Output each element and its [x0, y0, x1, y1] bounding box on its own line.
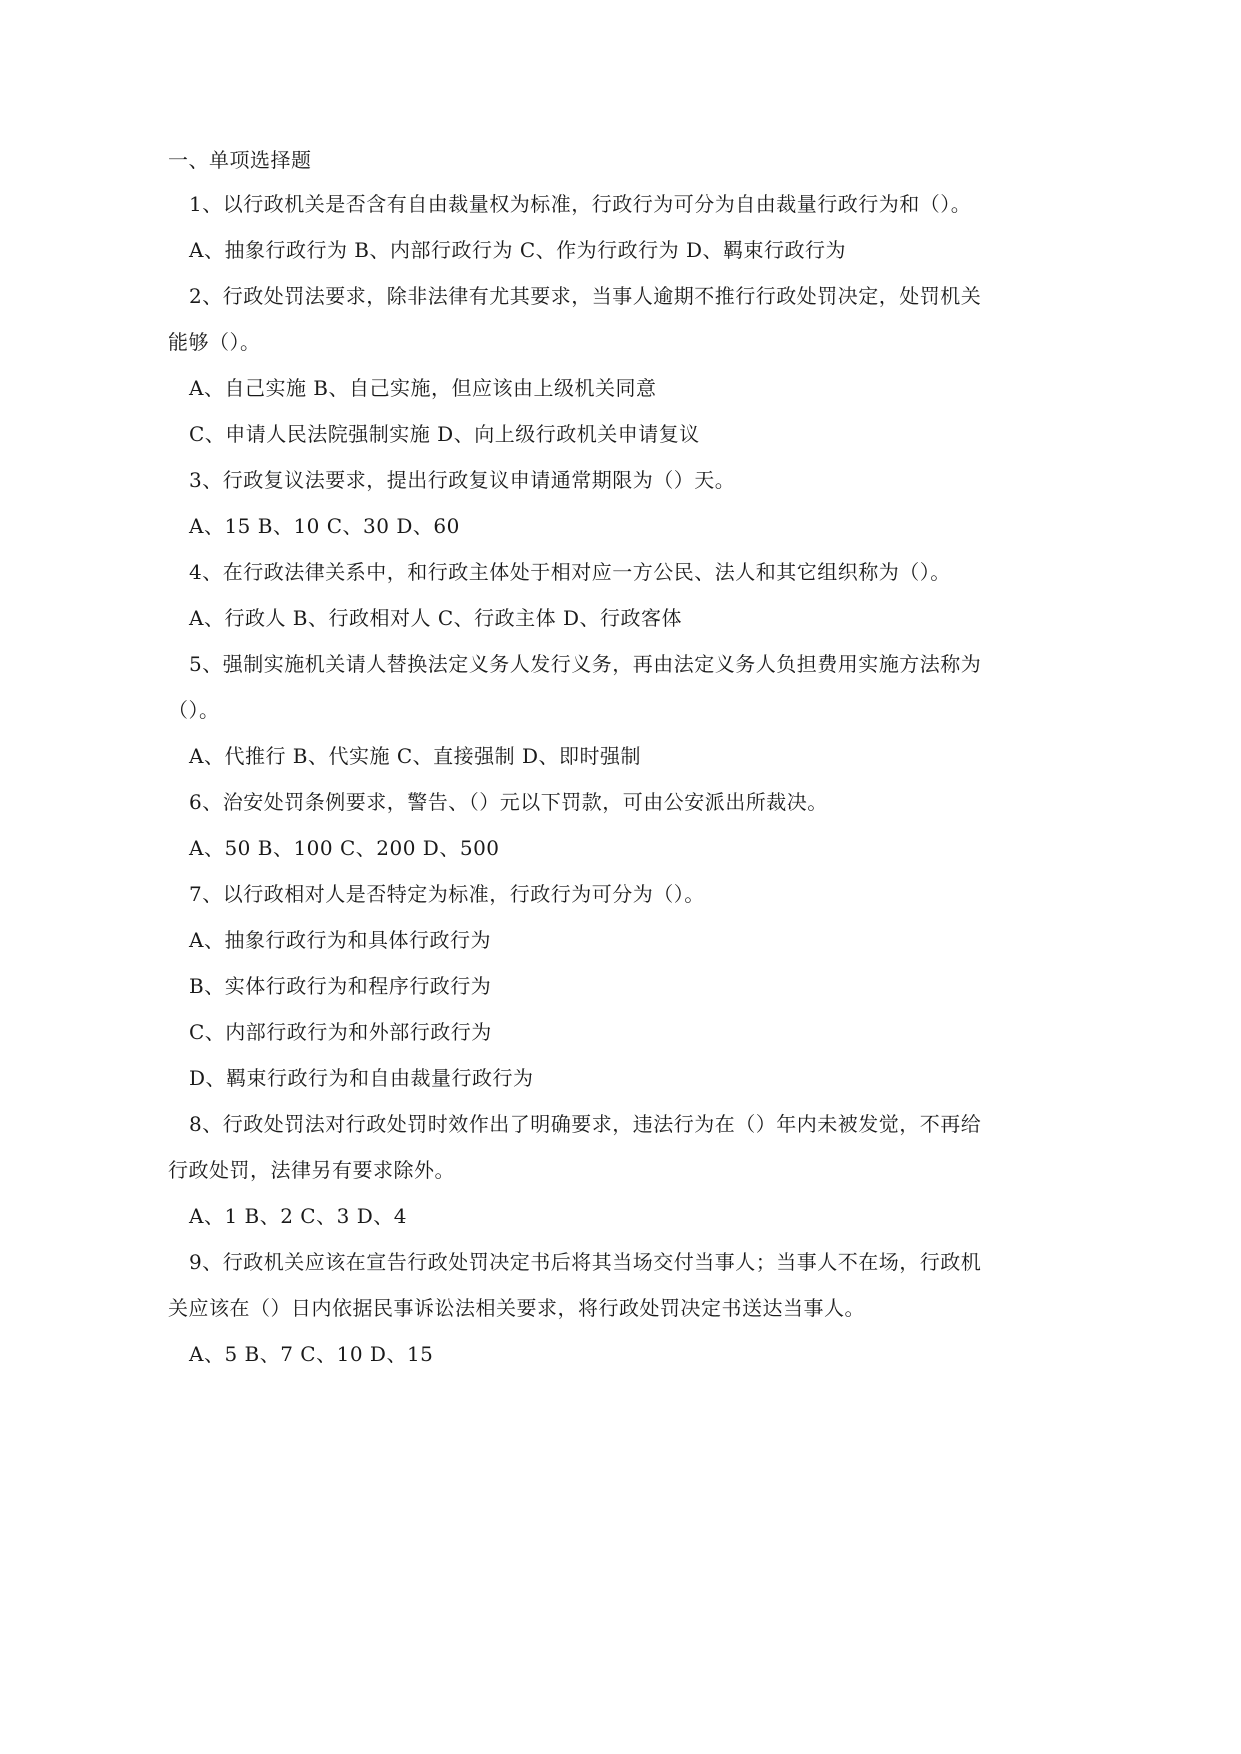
question-7-options-line-4: D、羁束行政行为和自由裁量行政行为 — [189, 1066, 534, 1090]
question-5-stem-line-2: （）。 — [168, 698, 220, 722]
question-7-options-line-1: A、抽象行政行为和具体行政行为 — [189, 928, 491, 952]
question-4-stem-line-1: 4、在行政法律关系中，和行政主体处于相对应一方公民、法人和其它组织称为（）。 — [189, 560, 951, 584]
question-2-options-line-2: C、申请人民法院强制实施 D、向上级行政机关申请复议 — [189, 422, 700, 446]
section-title: 一、单项选择题 — [168, 148, 312, 172]
question-8-stem-line-2: 行政处罚，法律另有要求除外。 — [168, 1158, 455, 1182]
question-7-stem-line-1: 7、以行政相对人是否特定为标准，行政行为可分为（）。 — [189, 882, 705, 906]
question-2-stem-line-2: 能够（）。 — [168, 330, 261, 354]
question-5-stem-line-1: 5、强制实施机关请人替换法定义务人发行义务，再由法定义务人负担费用实施方法称为 — [189, 652, 982, 676]
question-4-options-line-1: A、行政人 B、行政相对人 C、行政主体 D、行政客体 — [189, 606, 683, 630]
question-7-options-line-2: B、实体行政行为和程序行政行为 — [189, 974, 492, 998]
question-9-stem-line-1: 9、行政机关应该在宣告行政处罚决定书后将其当场交付当事人；当事人不在场，行政机 — [189, 1250, 982, 1274]
question-3-options-line-1: A、15 B、10 C、30 D、60 — [189, 514, 460, 538]
question-5-options-line-1: A、代推行 B、代实施 C、直接强制 D、即时强制 — [189, 744, 642, 768]
question-2-options-line-1: A、自己实施 B、自己实施，但应该由上级机关同意 — [189, 376, 657, 400]
question-8-options-line-1: A、1 B、2 C、3 D、4 — [189, 1204, 407, 1228]
question-1-stem-line-1: 1、以行政机关是否含有自由裁量权为标准，行政行为可分为自由裁量行政行为和（）。 — [189, 192, 972, 216]
question-7-options-line-3: C、内部行政行为和外部行政行为 — [189, 1020, 492, 1044]
question-1-options-line-1: A、抽象行政行为 B、内部行政行为 C、作为行政行为 D、羁束行政行为 — [189, 238, 847, 262]
question-3-stem-line-1: 3、行政复议法要求，提出行政复议申请通常期限为（）天。 — [189, 468, 736, 492]
question-6-options-line-1: A、50 B、100 C、200 D、500 — [189, 836, 500, 860]
question-8-stem-line-1: 8、行政处罚法对行政处罚时效作出了明确要求，违法行为在（）年内未被发觉，不再给 — [189, 1112, 982, 1136]
question-9-options-line-1: A、5 B、7 C、10 D、15 — [189, 1342, 434, 1366]
question-6-stem-line-1: 6、治安处罚条例要求，警告、（）元以下罚款，可由公安派出所裁决。 — [189, 790, 828, 814]
question-2-stem-line-1: 2、行政处罚法要求，除非法律有尤其要求，当事人逾期不推行行政处罚决定，处罚机关 — [189, 284, 982, 308]
question-9-stem-line-2: 关应该在（）日内依据民事诉讼法相关要求，将行政处罚决定书送达当事人。 — [168, 1296, 865, 1320]
